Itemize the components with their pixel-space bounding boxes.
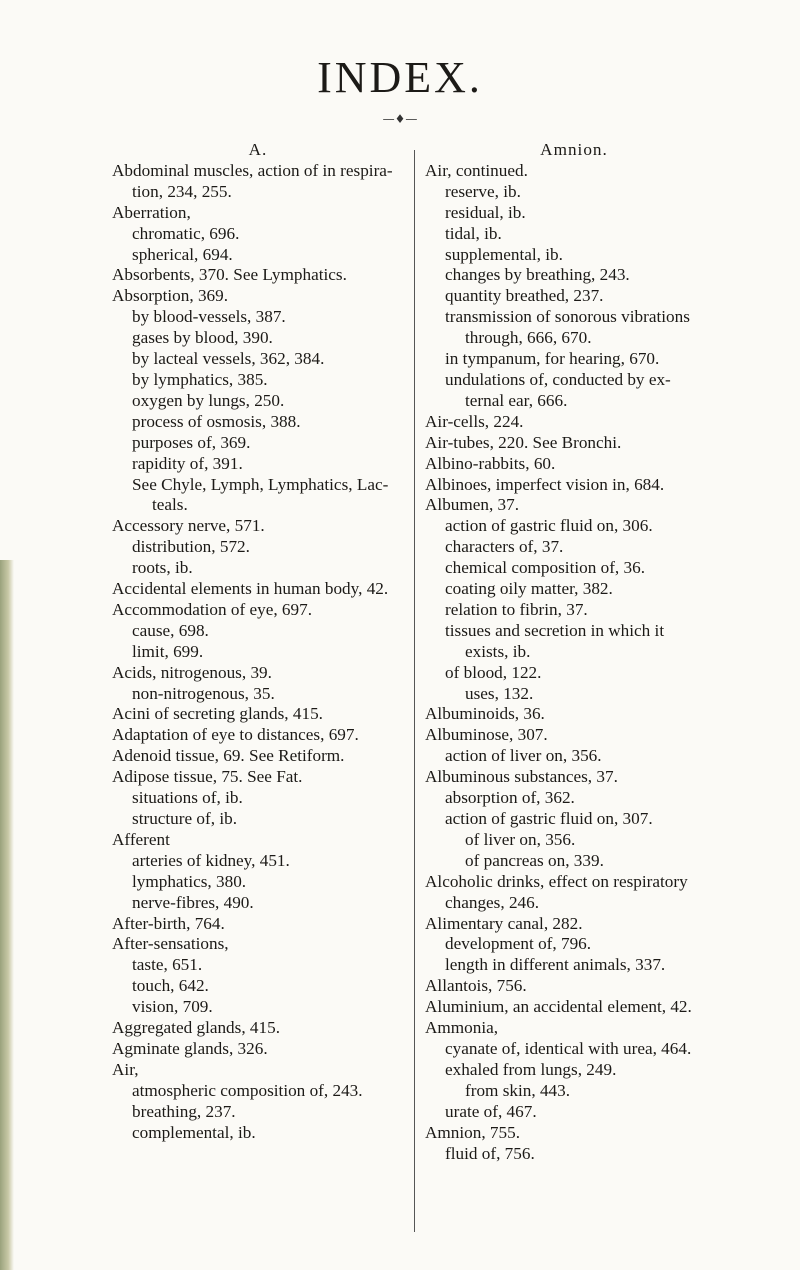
index-subentry: taste, 651.: [132, 955, 203, 975]
index-entry: Adenoid tissue, 69. See Retiform.: [112, 746, 345, 766]
index-subentry: oxygen by lungs, 250.: [132, 390, 285, 410]
index-subentry: exhaled from lungs, 249.: [445, 1059, 617, 1079]
index-subentry: tion, 234, 255.: [132, 181, 232, 201]
index-subentry: undulations of, conducted by ex-: [445, 369, 671, 389]
index-subentry: nerve-fibres, 490.: [132, 892, 254, 912]
index-subentry: characters of, 37.: [445, 537, 564, 557]
right-column: [425, 140, 723, 1164]
index-subentry: lymphatics, 380.: [132, 871, 247, 891]
index-entry: Air,: [112, 1059, 139, 1079]
section-heading: A.: [248, 140, 268, 159]
index-subentry: relation to fibrin, 37.: [445, 599, 588, 619]
section-heading: Amnion.: [540, 140, 608, 159]
index-entry: Accidental elements in human body, 42.: [112, 579, 389, 599]
index-subentry: non-nitrogenous, 35.: [132, 683, 275, 703]
index-entry: Adipose tissue, 75. See Fat.: [112, 767, 303, 787]
index-subentry: purposes of, 369.: [132, 432, 251, 452]
index-entry: Albinoes, imperfect vision in, 684.: [425, 474, 665, 494]
index-subentry: from skin, 443.: [465, 1080, 571, 1100]
index-entry: Accommodation of eye, 697.: [112, 599, 312, 619]
index-subentry: spherical, 694.: [132, 244, 233, 264]
index-entry: Air-tubes, 220. See Bronchi.: [425, 432, 622, 452]
index-entry: Allantois, 756.: [425, 976, 527, 996]
index-subentry: action of gastric fluid on, 307.: [445, 809, 653, 828]
index-subentry: residual, ib.: [445, 202, 526, 222]
index-subentry: transmission of sonorous vibrations: [445, 307, 690, 327]
index-subentry: structure of, ib.: [132, 809, 238, 828]
index-entry: Albuminoids, 36.: [425, 704, 545, 724]
index-entry: Albuminous substances, 37.: [425, 767, 618, 787]
index-subentry: process of osmosis, 388.: [132, 411, 301, 431]
index-entry: Acids, nitrogenous, 39.: [112, 662, 272, 682]
index-entry: Afferent: [112, 829, 170, 849]
left-column: [112, 140, 404, 1144]
index-subentry: action of gastric fluid on, 306.: [445, 516, 653, 536]
index-entry: Acini of secreting glands, 415.: [112, 704, 323, 724]
index-subentry: tidal, ib.: [445, 223, 502, 243]
page-title: INDEX.: [317, 53, 483, 102]
index-entry: Absorbents, 370. See Lymphatics.: [112, 265, 347, 285]
index-subentry: cyanate of, identical with urea, 464.: [445, 1038, 692, 1058]
index-subentry: by lacteal vessels, 362, 384.: [132, 349, 325, 369]
index-subentry: through, 666, 670.: [465, 328, 592, 348]
index-subentry: by lymphatics, 385.: [132, 369, 268, 389]
index-subentry: teals.: [152, 495, 188, 515]
index-entry: Air-cells, 224.: [425, 411, 524, 431]
index-entry: After-sensations,: [112, 934, 229, 954]
index-subentry: chemical composition of, 36.: [445, 558, 645, 578]
index-subentry: reserve, ib.: [445, 181, 521, 201]
index-entry: Albumen, 37.: [425, 495, 520, 515]
index-subentry: fluid of, 756.: [445, 1143, 535, 1163]
index-entry: Absorption, 369.: [112, 286, 229, 306]
index-entry: Abdominal muscles, action of in respira-: [112, 160, 393, 180]
index-subentry: changes by breathing, 243.: [445, 265, 630, 285]
index-subentry: complemental, ib.: [132, 1122, 256, 1142]
index-entry: Alimentary canal, 282.: [425, 913, 583, 933]
index-entry: Aberration,: [112, 202, 191, 222]
index-entry: Albino-rabbits, 60.: [425, 453, 556, 473]
index-subentry: gases by blood, 390.: [132, 328, 273, 348]
index-subentry: breathing, 237.: [132, 1101, 236, 1121]
index-subentry: vision, 709.: [132, 997, 213, 1017]
index-subentry: touch, 642.: [132, 976, 209, 996]
index-entry: Air, continued.: [425, 160, 528, 180]
index-subentry: action of liver on, 356.: [445, 746, 602, 766]
page-edge-shadow: [0, 560, 14, 1270]
index-subentry: tissues and secretion in which it: [445, 620, 665, 640]
index-entry: Alcoholic drinks, effect on respiratory: [425, 871, 688, 891]
index-entry: Accessory nerve, 571.: [112, 516, 265, 536]
index-subentry: supplemental, ib.: [445, 244, 563, 264]
ornament-divider: —♦—: [382, 112, 418, 126]
index-subentry: absorption of, 362.: [445, 788, 575, 808]
index-subentry: quantity breathed, 237.: [445, 286, 604, 306]
index-subentry: uses, 132.: [465, 683, 534, 703]
index-entry: Adaptation of eye to distances, 697.: [112, 725, 359, 745]
index-entry: Albuminose, 307.: [425, 725, 548, 745]
index-subentry: urate of, 467.: [445, 1101, 537, 1121]
index-subentry: ternal ear, 666.: [465, 390, 568, 410]
column-rule: [414, 150, 415, 1232]
index-subentry: cause, 698.: [132, 620, 209, 640]
index-subentry: atmospheric composition of, 243.: [132, 1080, 363, 1100]
index-entry: After-birth, 764.: [112, 913, 225, 933]
index-subentry: of blood, 122.: [445, 662, 542, 682]
index-subentry: development of, 796.: [445, 934, 592, 954]
index-subentry: chromatic, 696.: [132, 223, 240, 243]
index-subentry: exists, ib.: [465, 641, 531, 661]
index-entry: Aggregated glands, 415.: [112, 1018, 281, 1038]
index-entry: Agminate glands, 326.: [112, 1038, 268, 1058]
index-subentry: changes, 246.: [445, 892, 540, 912]
index-subentry: arteries of kidney, 451.: [132, 850, 290, 870]
index-subentry: length in different animals, 337.: [445, 955, 666, 975]
index-subentry: limit, 699.: [132, 641, 204, 661]
index-subentry: rapidity of, 391.: [132, 453, 243, 473]
index-subentry: coating oily matter, 382.: [445, 579, 613, 599]
index-subentry: of liver on, 356.: [465, 829, 576, 849]
index-subentry: by blood-vessels, 387.: [132, 307, 286, 327]
index-subentry: See Chyle, Lymph, Lymphatics, Lac-: [132, 474, 389, 494]
index-subentry: distribution, 572.: [132, 537, 250, 557]
index-entry: Amnion, 755.: [425, 1122, 521, 1142]
index-subentry: situations of, ib.: [132, 788, 243, 808]
index-subentry: roots, ib.: [132, 558, 193, 578]
index-subentry: of pancreas on, 339.: [465, 850, 604, 870]
index-entry: Aluminium, an accidental element, 42.: [425, 997, 692, 1017]
index-subentry: in tympanum, for hearing, 670.: [445, 349, 660, 369]
index-entry: Ammonia,: [425, 1018, 499, 1038]
